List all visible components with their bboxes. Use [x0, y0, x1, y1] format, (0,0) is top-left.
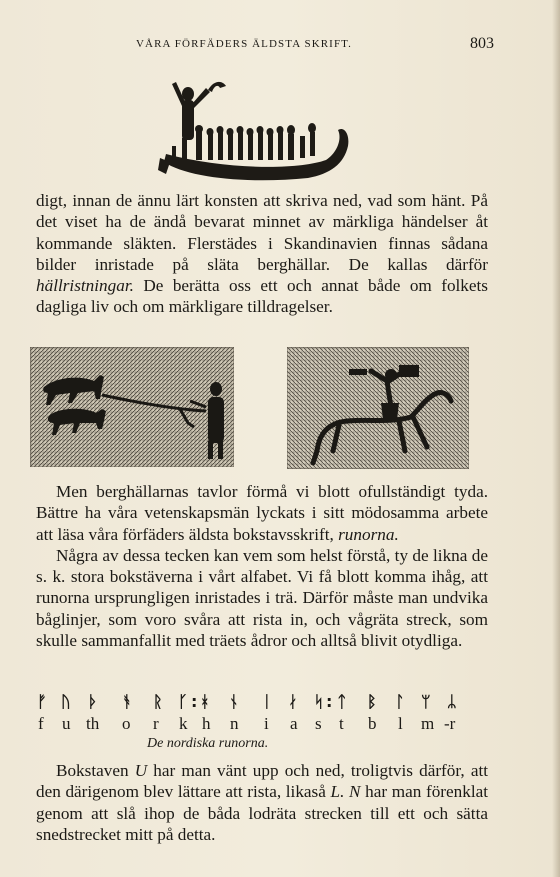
rune-glyph: ᚢ — [61, 692, 71, 711]
rune-latin-letter: u — [62, 714, 71, 733]
rune-separator: : — [326, 692, 333, 711]
rune-latin-letter: t — [339, 714, 344, 733]
rune-latin-letter: k — [179, 714, 188, 733]
paragraph-letter-shapes — [36, 760, 488, 845]
paragraph-text: har man vänt upp och ned, troligtvis därför, att den därigenom blev lättare att rista, likaså — [36, 761, 489, 802]
rune-latin-letter: th — [86, 714, 100, 733]
running-head: VÅRA FÖRFÄDERS ÄLDSTA SKRIFT. — [136, 38, 353, 50]
rune-latin-letter: o — [122, 714, 131, 733]
rune-latin-letter: -r — [444, 714, 456, 733]
rune-glyph: ᚾ — [229, 692, 239, 711]
rune-latin-letter: s — [315, 714, 322, 733]
rune-latin-letter: m — [421, 714, 435, 733]
rune-latin-letter: i — [264, 714, 269, 733]
rune-latin-letter: b — [368, 714, 377, 733]
term-hallristningar: hällristningar. — [36, 276, 134, 296]
rune-glyph: ᛏ — [337, 692, 347, 711]
rune-glyph: ᚦ — [88, 692, 98, 711]
rune-glyph: ᚬ — [122, 692, 132, 711]
plowing-petroglyph-illustration — [30, 347, 234, 467]
rune-transliteration-row — [36, 714, 488, 736]
page-number: 803 — [470, 35, 494, 52]
rune-glyph: ᚴ — [178, 692, 188, 711]
rune-glyph: ᛦ — [447, 692, 457, 711]
rune-glyph: ᛚ — [395, 692, 405, 711]
rune-latin-letter: f — [38, 714, 44, 733]
term-runorna: runorna. — [338, 524, 399, 544]
rune-glyph: ᛒ — [367, 692, 377, 711]
ship-petroglyph-illustration — [158, 74, 352, 194]
page-fold-shadow — [552, 0, 560, 877]
paragraph-runes-explanation: Några av dessa tecken kan vem som helst förstå, ty de likna de s. k. stora bokstäverna i vårt alfabet. Vi få blott komma ihåg, att runorna ursprungligen inristades i trä. Därför måste man undvika båglinjer, som voro svåra att rista in, och vågräta streck, som skulle sammanfallit med träets ådror och alltså blivit otydliga. — [36, 545, 488, 651]
rune-glyph: ᛋ — [314, 692, 324, 711]
rune-glyph: ᛁ — [262, 692, 272, 711]
paragraph-text: Bokstaven — [56, 761, 135, 780]
rune-glyph: ᛅ — [288, 692, 298, 711]
rune-latin-letter: a — [290, 714, 298, 733]
rune-alphabet-row — [36, 692, 488, 714]
rune-latin-letter: l — [398, 714, 403, 733]
letter-u: U — [134, 761, 148, 780]
paragraph-hallristningar — [36, 190, 488, 318]
rune-glyph: ᚠ — [37, 692, 47, 711]
rune-glyph: ᚱ — [153, 692, 163, 711]
rune-latin-letter: h — [202, 714, 211, 733]
rune-separator: : — [191, 692, 198, 711]
rune-glyph: ᚼ — [200, 692, 210, 711]
letter-l: L. — [330, 782, 345, 802]
paragraph-text: Men berghällarnas tavlor förmå vi blott ofullständigt tyda. Bättre ha våra vetenskapsmän lyckats i sitt mödosamma arbete att läsa våra förfäders äldsta bokstavsskrift, — [36, 482, 488, 544]
paragraph-text: digt, innan de ännu lärt konsten att skriva ned, vad som hänt. På det viset ha de ändå bevarat minnet av märkliga händelser åt kommande släkten. Flerstädes i Skandinavien finnas sådana bilder inristade på släta berghällar. De kallas därför — [36, 191, 488, 274]
letter-n: N — [349, 782, 361, 802]
paragraph-text: De berätta oss ett och annat både om folkets dagliga liv och om märkligare tilldragelser. — [36, 276, 488, 317]
rune-glyph: ᛘ — [421, 692, 431, 711]
rune-latin-letter: r — [153, 714, 159, 733]
horse-rider-petroglyph-illustration — [287, 347, 469, 469]
rune-caption: De nordiska runorna. — [147, 736, 269, 751]
rune-latin-letter: n — [230, 714, 239, 733]
paragraph-text: har man förenklat genom att slå ihop de båda lodräta strecken till ett och sätta snedstrecket mitt på detta. — [36, 782, 489, 844]
paragraph-runorna — [36, 481, 488, 651]
